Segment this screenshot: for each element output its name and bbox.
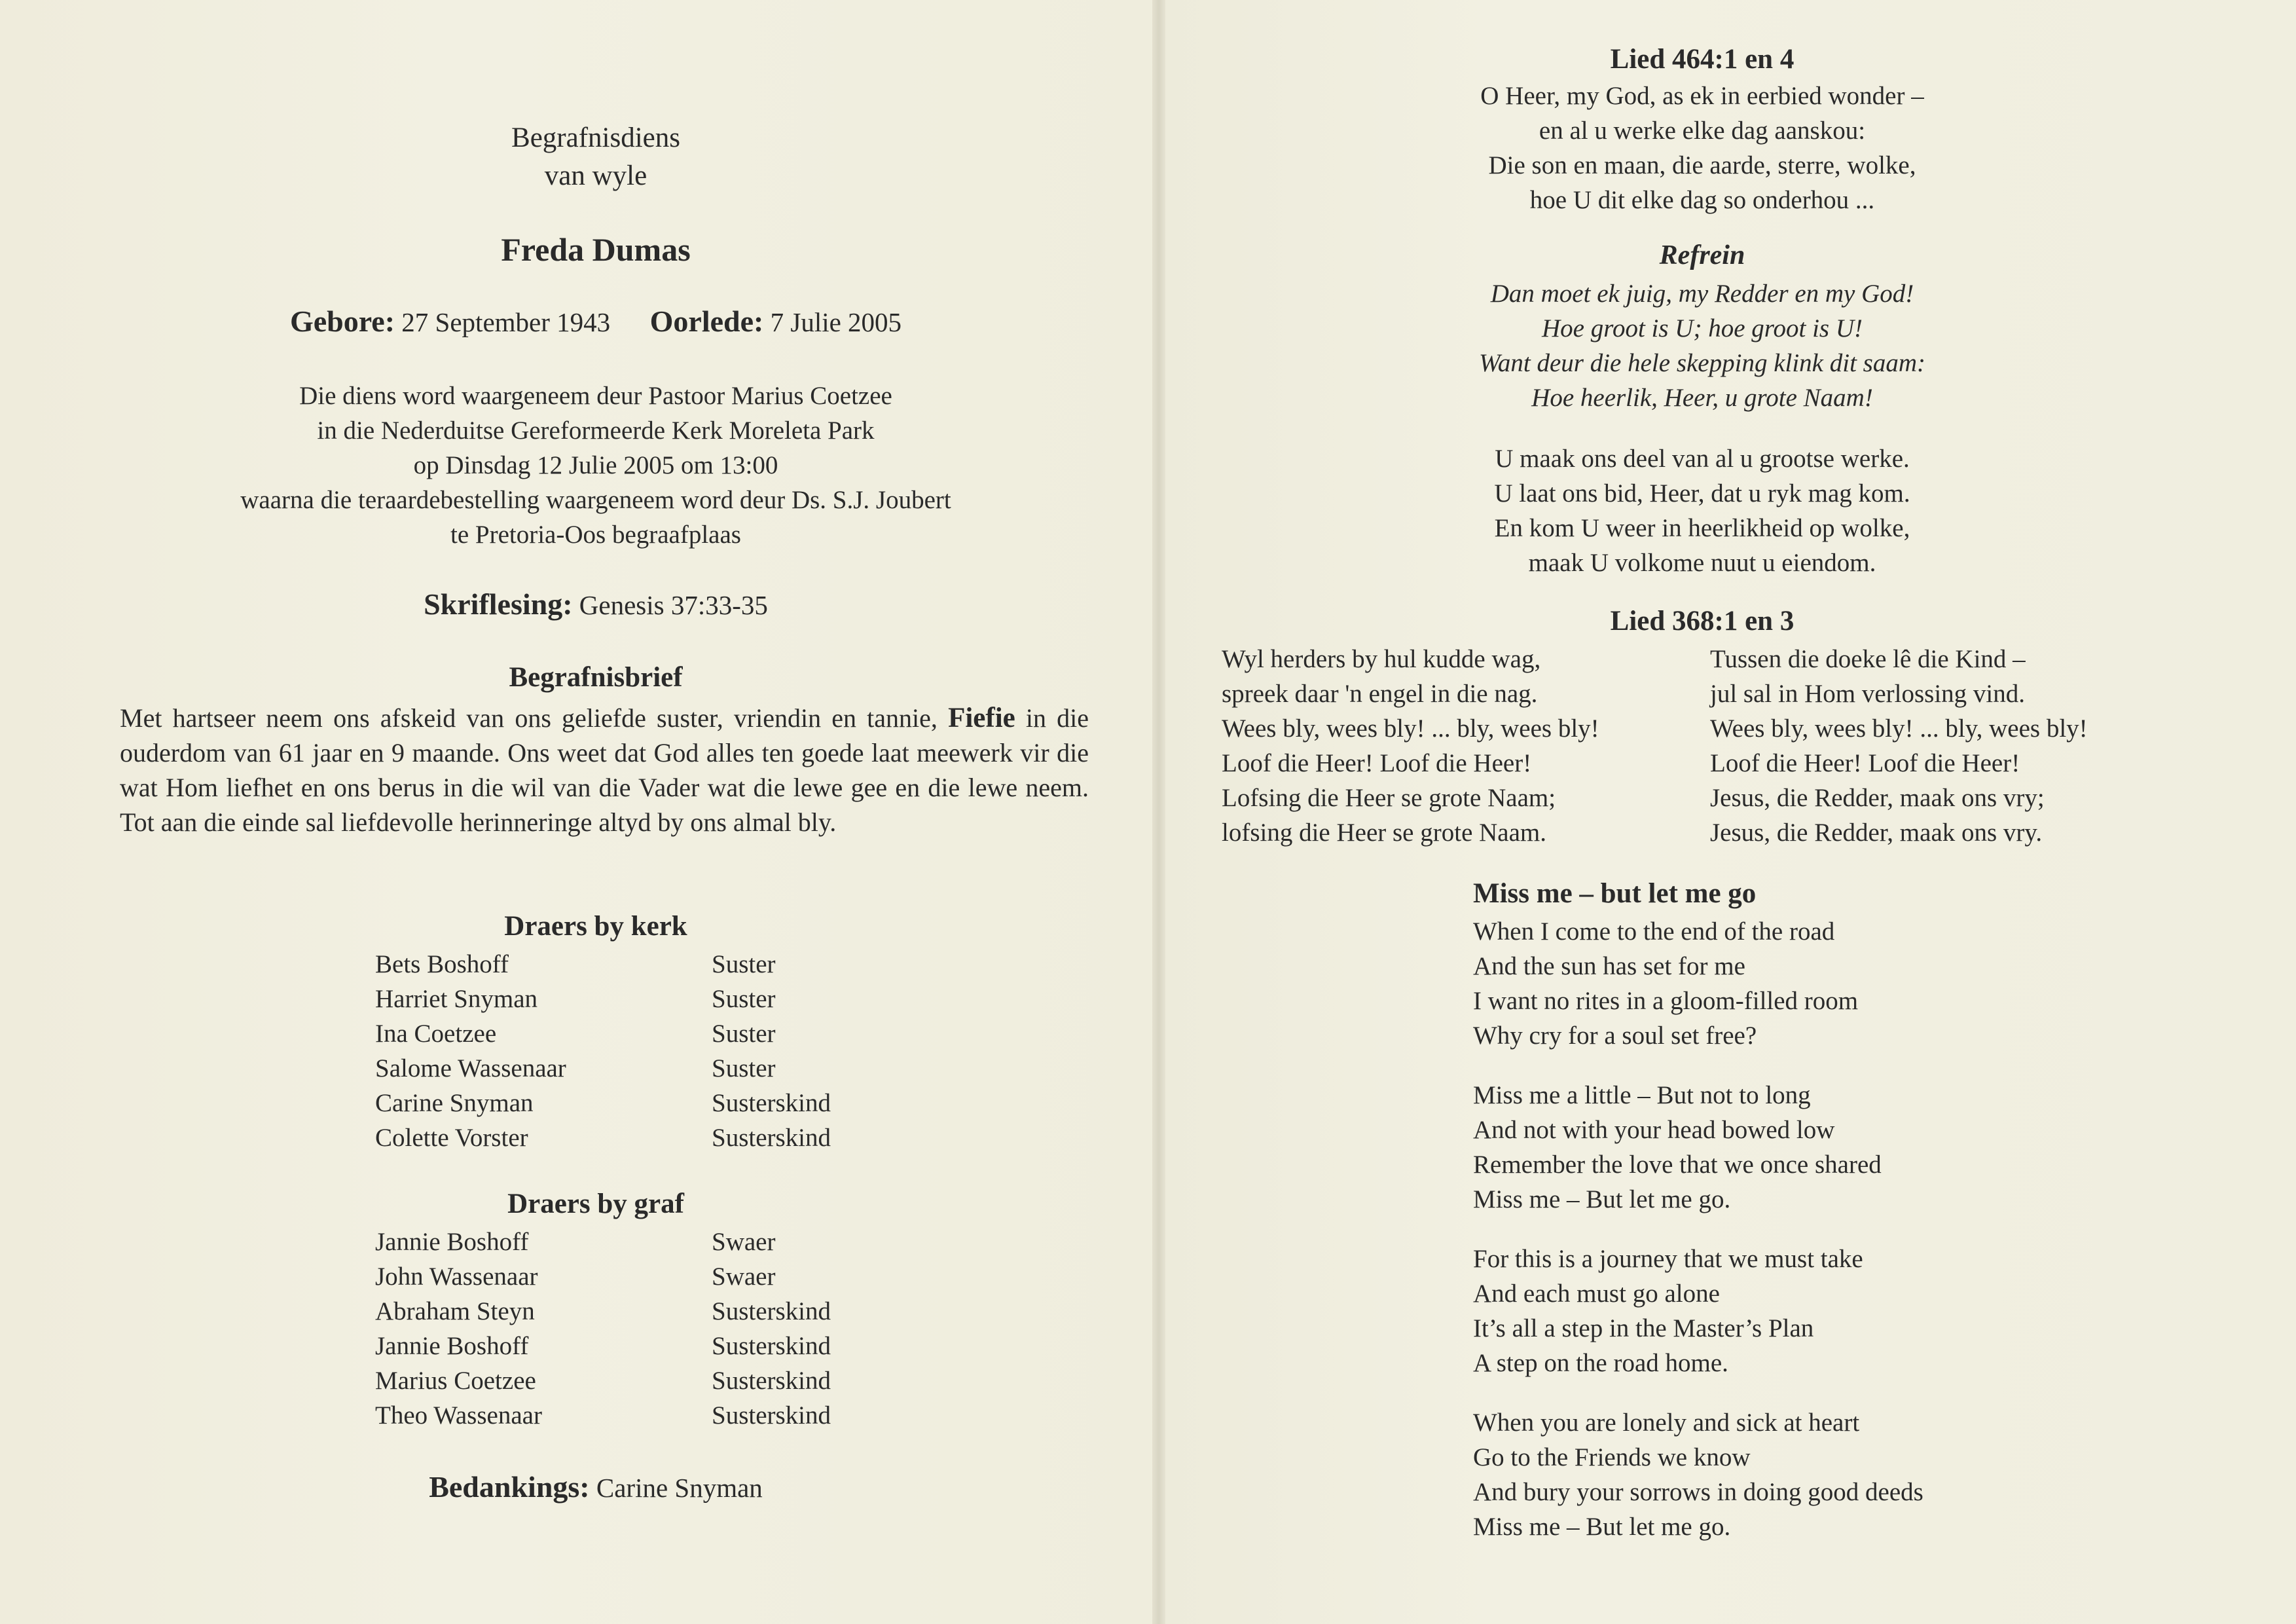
- hymn-line: jul sal in Hom verlossing vind.: [1710, 680, 2025, 708]
- bearer-relation: Susterskind: [712, 1332, 831, 1360]
- poem-line: Why cry for a soul set free?: [1473, 1022, 1757, 1050]
- hymn-line: Wyl herders by hul kudde wag,: [1222, 645, 1541, 673]
- service-line: te Pretoria-Oos begraafplaas: [450, 521, 741, 549]
- hymn-line: O Heer, my God, as ek in eerbied wonder –: [1480, 82, 1924, 110]
- bearer-name: Marius Coetzee: [375, 1367, 536, 1395]
- poem-line: Remember the love that we once shared: [1473, 1151, 1882, 1179]
- born-date: 27 September 1943: [401, 307, 611, 337]
- bearer-relation: Susterskind: [712, 1089, 831, 1117]
- bearer-name: Jannie Boshoff: [375, 1332, 529, 1360]
- poem-stanza: [1473, 1078, 1882, 1217]
- letter-body: [120, 701, 1089, 840]
- hymn-line: lofsing die Heer se grote Naam.: [1222, 819, 1546, 847]
- bearer-name: John Wassenaar: [375, 1263, 538, 1291]
- bearer-relation: Suster: [712, 1020, 776, 1048]
- scripture-line: [301, 587, 890, 621]
- hymn-line: Tussen die doeke lê die Kind –: [1710, 645, 2026, 673]
- poem-stanza: [1473, 1242, 1863, 1380]
- deceased-name: Freda Dumas: [501, 231, 691, 268]
- poem-line: Go to the Friends we know: [1473, 1443, 1751, 1471]
- bearer-name: Salome Wassenaar: [375, 1054, 566, 1082]
- hymn2-verse1: [1222, 642, 1599, 850]
- hymn-line: Jesus, die Redder, maak ons vry.: [1710, 819, 2043, 847]
- intro-line-1: Begrafnisdiens: [511, 122, 680, 153]
- service-line: op Dinsdag 12 Julie 2005 om 13:00: [413, 451, 778, 479]
- refrain-label: Refrein: [1659, 240, 1745, 270]
- bearer-name: Bets Boshoff: [375, 950, 509, 978]
- bearer-name: Theo Wassenaar: [375, 1401, 542, 1430]
- bearer-relation: Suster: [712, 1054, 776, 1082]
- page-fold: [1152, 0, 1165, 1624]
- letter-text: in die ouderdom van 61 jaar en 9 maande. Ons weet dat God alles ten goede laat meewerk vir die wat Hom liefhet en ons berus in die wil van die Vader wat die lewe gee en die lewe neem. Tot aan die einde sal liefdevolle herinneringe altyd by ons almal bly.: [120, 703, 1089, 837]
- refrain-line: Hoe groot is U; hoe groot is U!: [1542, 314, 1863, 342]
- dates-line: [196, 304, 995, 339]
- died-date: 7 Julie 2005: [770, 307, 902, 337]
- letter-heading: Begrafnisbrief: [509, 662, 683, 693]
- service-line: waarna die teraardebestelling waargeneem word deur Ds. S.J. Joubert: [240, 486, 951, 514]
- letter-nickname: Fiefie: [948, 703, 1015, 733]
- letter-text: Met hartseer neem ons afskeid van ons geliefde suster, vriendin en tannie,: [120, 703, 938, 733]
- hymn-line: En kom U weer in heerlikheid op wolke,: [1494, 514, 1910, 542]
- scripture-label: Skriflesing:: [424, 587, 573, 621]
- refrain-line: Hoe heerlik, Heer, u grote Naam!: [1531, 384, 1873, 412]
- poem-line: I want no rites in a gloom-filled room: [1473, 987, 1859, 1015]
- hymn2-title: Lied 368:1 en 3: [1610, 606, 1795, 637]
- grave-bearers-heading: Draers by graf: [507, 1189, 684, 1219]
- refrain-line: Dan moet ek juig, my Redder en my God!: [1490, 280, 1914, 308]
- poem-line: And each must go alone: [1473, 1280, 1720, 1308]
- bearer-name: Abraham Steyn: [375, 1297, 535, 1325]
- hymn-line: Wees bly, wees bly! ... bly, wees bly!: [1710, 714, 2088, 743]
- thanks-line: [301, 1469, 890, 1504]
- poem-line: And not with your head bowed low: [1473, 1116, 1835, 1144]
- service-line: Die diens word waargeneem deur Pastoor Marius Coetzee: [299, 382, 892, 410]
- bearer-relation: Susterskind: [712, 1124, 831, 1152]
- hymn-line: Loof die Heer! Loof die Heer!: [1710, 749, 2020, 777]
- refrain-line: Want deur die hele skepping klink dit saam:: [1478, 349, 1925, 377]
- bearer-relation: Susterskind: [712, 1367, 831, 1395]
- hymn-line: spreek daar 'n engel in die nag.: [1222, 680, 1538, 708]
- bearer-name: Carine Snyman: [375, 1089, 534, 1117]
- poem-stanza: [1473, 1405, 1923, 1544]
- born-label: Gebore:: [289, 304, 395, 338]
- poem-line: A step on the road home.: [1473, 1349, 1728, 1377]
- hymn-line: maak U volkome nuut u eiendom.: [1528, 549, 1876, 577]
- scripture-text: Genesis 37:33-35: [579, 590, 768, 620]
- thanks-text: Carine Snyman: [596, 1473, 763, 1503]
- intro-line-2: van wyle: [544, 160, 647, 191]
- bearer-relation: Susterskind: [712, 1401, 831, 1430]
- hymn-line: Jesus, die Redder, maak ons vry;: [1710, 784, 2045, 812]
- bearer-name: Colette Vorster: [375, 1124, 528, 1152]
- poem-line: For this is a journey that we must take: [1473, 1245, 1863, 1273]
- hymn2-verse3: [1710, 642, 2088, 850]
- church-bearers-heading: Draers by kerk: [504, 911, 687, 942]
- hymn1-verse4: [1375, 441, 2030, 580]
- poem-stanza: [1473, 914, 1858, 1053]
- hymn1-title: Lied 464:1 en 4: [1610, 44, 1795, 75]
- bearer-relation: Swaer: [712, 1263, 776, 1291]
- hymn-line: hoe U dit elke dag so onderhou ...: [1529, 186, 1875, 214]
- thanks-label: Bedankings:: [429, 1470, 590, 1504]
- poem-line: Miss me a little – But not to long: [1473, 1081, 1811, 1109]
- bearer-name: Ina Coetzee: [375, 1020, 497, 1048]
- poem-line: When I come to the end of the road: [1473, 917, 1835, 946]
- bearer-relation: Susterskind: [712, 1297, 831, 1325]
- hymn-line: Loof die Heer! Loof die Heer!: [1222, 749, 1532, 777]
- poem-line: Miss me – But let me go.: [1473, 1513, 1731, 1541]
- bearer-relation: Swaer: [712, 1228, 776, 1256]
- service-line: in die Nederduitse Gereformeerde Kerk Moreleta Park: [317, 416, 875, 445]
- service-details: [118, 378, 1074, 552]
- refrain-lines: [1342, 276, 2062, 415]
- poem-line: It’s all a step in the Master’s Plan: [1473, 1314, 1814, 1342]
- died-label: Oorlede:: [649, 304, 764, 338]
- bearer-name: Jannie Boshoff: [375, 1228, 529, 1256]
- poem-line: And the sun has set for me: [1473, 952, 1745, 980]
- hymn1-verse1: [1375, 79, 2030, 217]
- bearer-relation: Suster: [712, 950, 776, 978]
- hymn-line: Wees bly, wees bly! ... bly, wees bly!: [1222, 714, 1599, 743]
- hymn-line: U laat ons bid, Heer, dat u ryk mag kom.: [1494, 479, 1910, 507]
- bearer-name: Harriet Snyman: [375, 985, 538, 1013]
- poem-line: Miss me – But let me go.: [1473, 1185, 1731, 1213]
- hymn-line: U maak ons deel van al u grootse werke.: [1495, 445, 1910, 473]
- hymn-line: Die son en maan, die aarde, sterre, wolke,: [1488, 151, 1916, 179]
- hymn-line: Lofsing die Heer se grote Naam;: [1222, 784, 1556, 812]
- poem-line: When you are lonely and sick at heart: [1473, 1409, 1860, 1437]
- poem-line: And bury your sorrows in doing good deeds: [1473, 1478, 1923, 1506]
- poem-title: Miss me – but let me go: [1473, 878, 1757, 909]
- intro: [380, 119, 812, 195]
- hymn-line: en al u werke elke dag aanskou:: [1539, 117, 1866, 145]
- bearer-relation: Suster: [712, 985, 776, 1013]
